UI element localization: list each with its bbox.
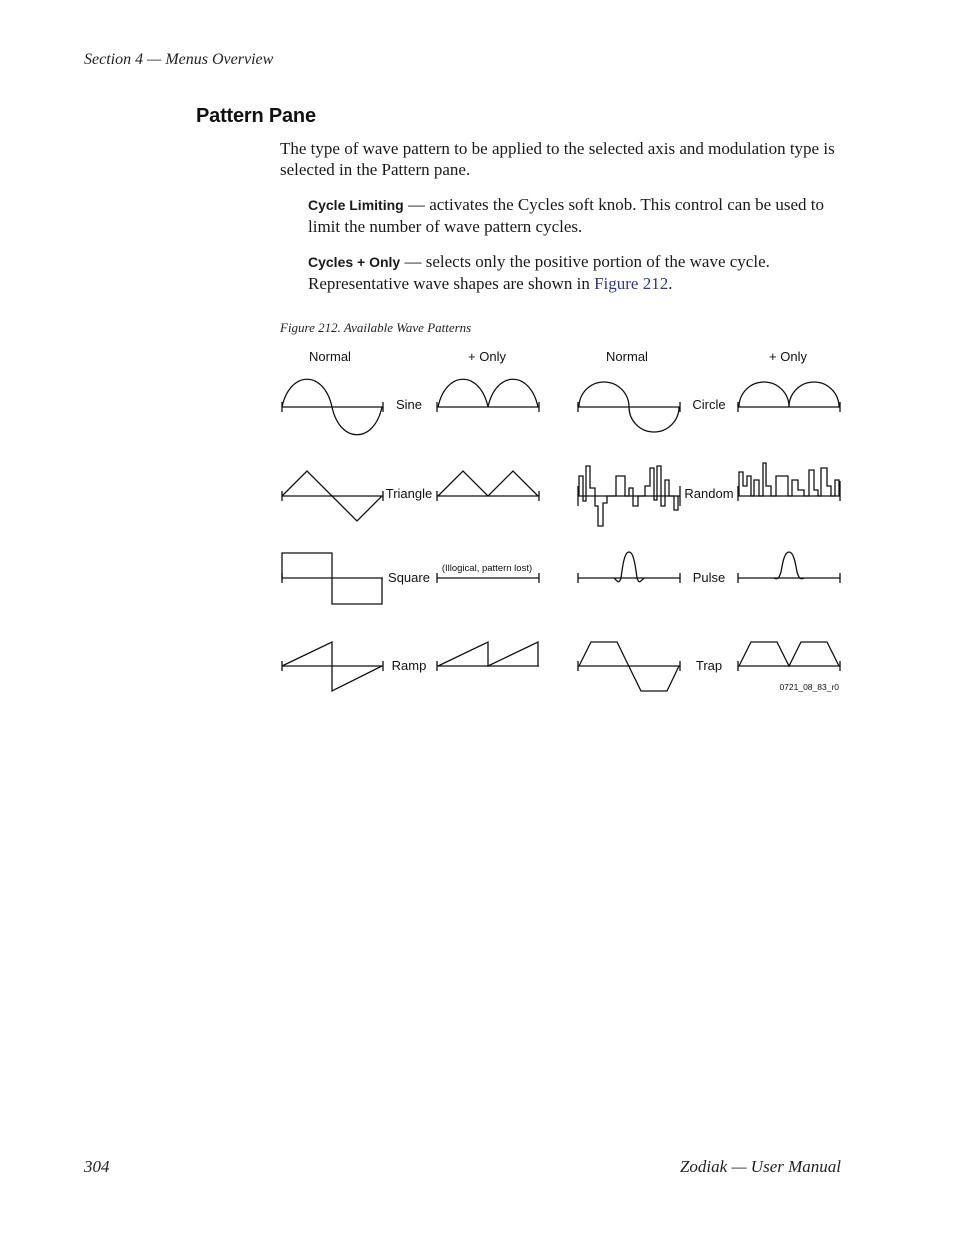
cycles-only-entry (308, 251, 846, 294)
ramp-normal-wave (282, 642, 383, 691)
label-circle: Circle (692, 397, 726, 412)
random-plus-wave (738, 463, 840, 501)
pulse-plus-wave (738, 552, 840, 583)
label-random: Random (684, 486, 734, 501)
sine-normal-wave (282, 379, 383, 435)
square-plus-note: (Illogical, pattern lost) (441, 563, 533, 574)
figure-link[interactable]: Figure 212 (594, 274, 669, 293)
trap-normal-wave (578, 642, 680, 691)
label-pulse: Pulse (692, 570, 726, 585)
column-header-normal-2: Normal (606, 349, 648, 364)
cycle-limiting-text: — activates the Cycles soft knob. This control can be used to limit the number of wave pattern cycles. (308, 195, 825, 236)
column-header-plus-2: + Only (769, 349, 807, 364)
cycle-limiting-entry (308, 194, 846, 237)
label-sine: Sine (395, 397, 423, 412)
column-header-plus-1: + Only (468, 349, 506, 364)
random-normal-wave (578, 466, 680, 526)
label-triangle: Triangle (385, 486, 433, 501)
cycles-only-text: — selects only the positive portion of the wave cycle. Representative wave shapes are shown in (308, 252, 770, 293)
cycles-only-label: Cycles + Only (308, 254, 401, 270)
square-normal-wave (282, 553, 383, 604)
sine-plus-wave (437, 379, 539, 412)
wave-patterns-figure (270, 340, 850, 700)
running-header: Section 4 — Menus Overview (84, 51, 274, 68)
figure-caption: Figure 212. Available Wave Patterns (280, 320, 472, 335)
triangle-plus-wave (437, 471, 539, 501)
label-trap: Trap (695, 658, 723, 673)
label-square: Square (388, 570, 430, 585)
footer-title: Zodiak — User Manual (679, 1157, 841, 1176)
cycle-limiting-label: Cycle Limiting (308, 197, 404, 213)
square-plus-wave (437, 573, 539, 583)
circle-normal-wave (578, 382, 680, 432)
trap-plus-wave (738, 642, 840, 671)
section-heading: Pattern Pane (196, 105, 316, 127)
column-header-normal-1: Normal (309, 349, 351, 364)
cycles-only-text-end: . (668, 274, 673, 293)
ramp-plus-wave (437, 642, 539, 671)
intro-paragraph: The type of wave pattern to be applied to the selected axis and modulation type is selected in the Pattern pane. (280, 139, 835, 179)
page-number: 304 (84, 1157, 110, 1176)
label-ramp: Ramp (391, 658, 427, 673)
triangle-normal-wave (282, 471, 383, 521)
pulse-normal-wave (578, 552, 680, 583)
circle-plus-wave (738, 382, 840, 412)
figure-id: 0721_08_83_r0 (779, 682, 839, 692)
